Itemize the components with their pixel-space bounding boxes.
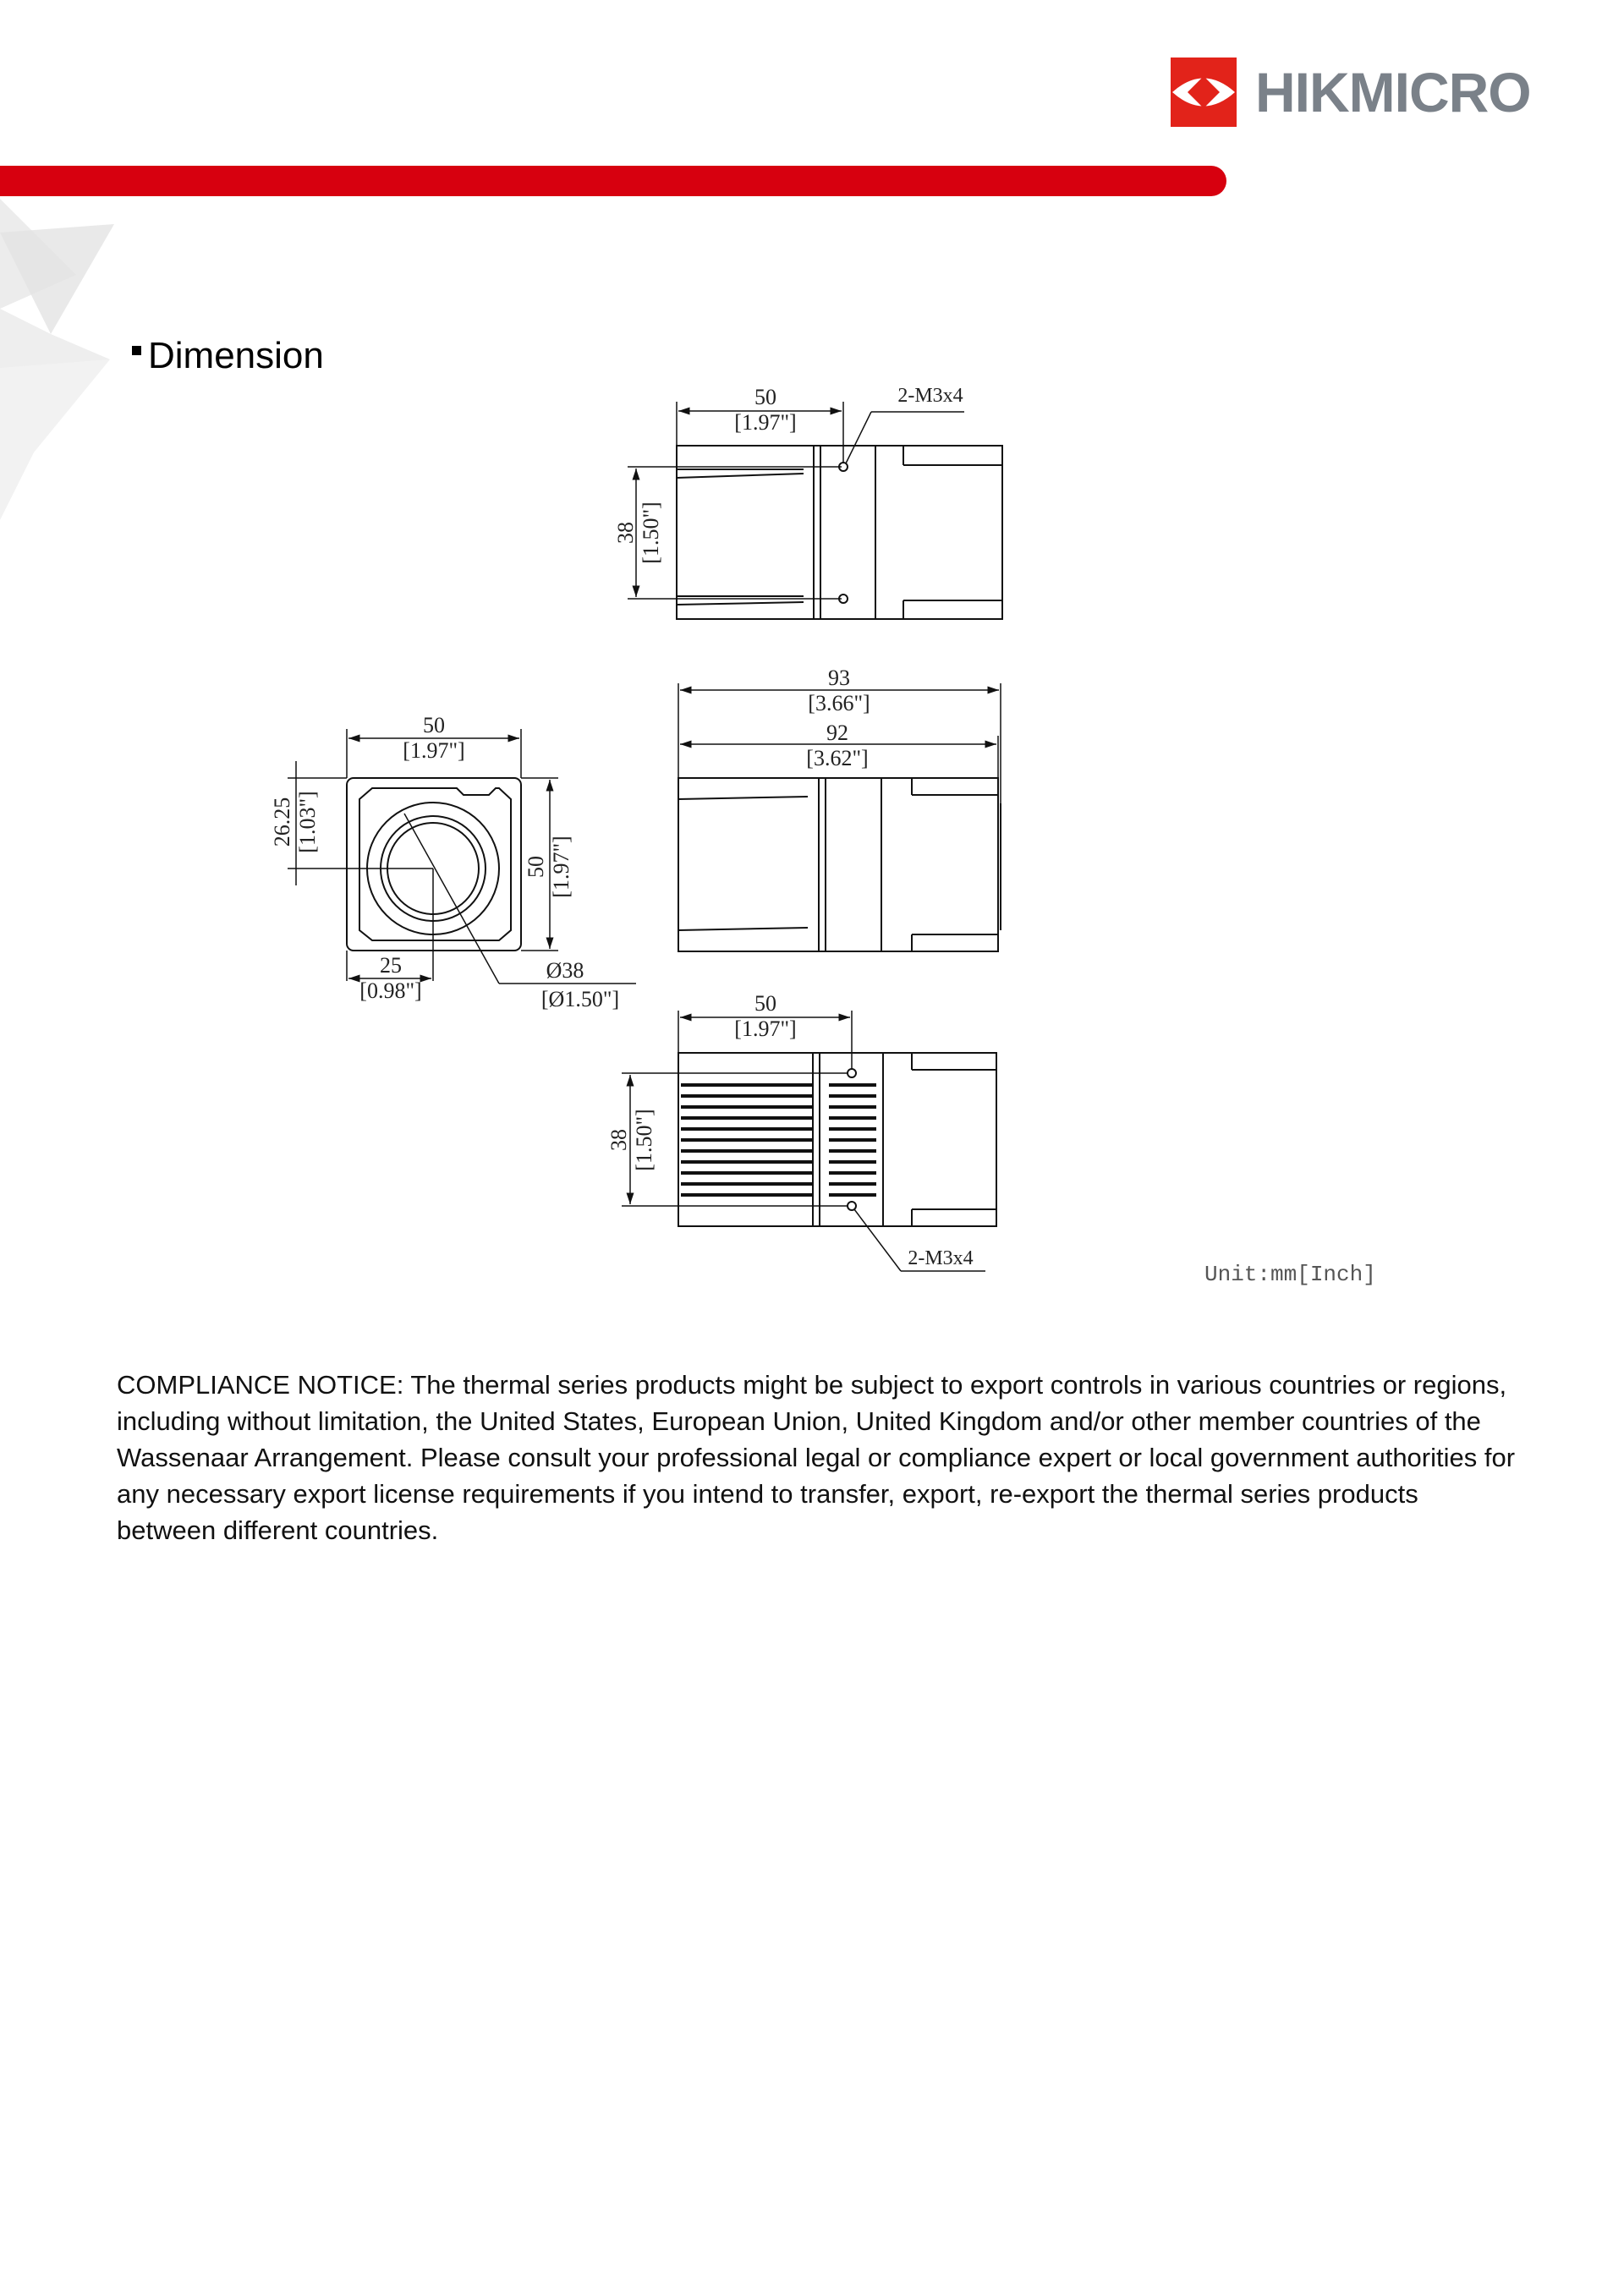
top-width-in: [1.97"]: [734, 410, 797, 435]
brand-name: HIKMICRO: [1255, 61, 1531, 123]
front-center-height-in: [1.03"]: [295, 791, 320, 853]
bottom-screw-label: 2-M3x4: [908, 1247, 974, 1269]
bottom-view: [622, 1011, 996, 1271]
front-height-mm: 50: [524, 856, 548, 878]
bottom-width-mm: 50: [754, 991, 776, 1016]
compliance-notice: COMPLIANCE NOTICE: The thermal series products might be subject to export controls in various countries or regions, including without limitation, the United States, European Union, United Kingdom and/or other member countries of the Wassenaar Arrangement. Please consult your professional legal or compliance expert or local government authorities for any necessary export license requirements if you intend to transfer, export, re-export the thermal series products between different countries.: [117, 1370, 1516, 1545]
top-height-mm: 38: [613, 522, 638, 544]
lens-diameter-in: [Ø1.50"]: [540, 987, 620, 1011]
front-center-height-mm: 26.25: [270, 797, 294, 847]
body-length-in: [3.62"]: [806, 746, 869, 770]
front-width-mm: 50: [423, 713, 445, 737]
top-screw-label: 2-M3x4: [897, 385, 963, 407]
bottom-height-mm: 38: [606, 1129, 631, 1151]
unit-label: Unit:mm[Inch]: [1204, 1262, 1376, 1287]
front-width-in: [1.97"]: [403, 738, 465, 763]
top-view: [628, 402, 1002, 619]
front-view: [288, 729, 636, 984]
front-center-offset-in: [0.98"]: [359, 978, 422, 1003]
body-length-mm: 92: [826, 721, 848, 745]
front-center-offset-mm: 25: [380, 953, 402, 978]
bottom-width-in: [1.97"]: [734, 1016, 797, 1041]
top-width-mm: 50: [754, 385, 776, 409]
overall-length-in: [3.66"]: [808, 691, 870, 715]
front-height-in: [1.97"]: [549, 836, 573, 898]
bottom-height-in: [1.50"]: [632, 1109, 656, 1171]
lens-diameter-mm: Ø38: [546, 958, 584, 983]
top-height-in: [1.50"]: [639, 501, 663, 564]
overall-length-mm: 93: [828, 666, 850, 690]
section-title-text: Dimension: [148, 335, 324, 376]
